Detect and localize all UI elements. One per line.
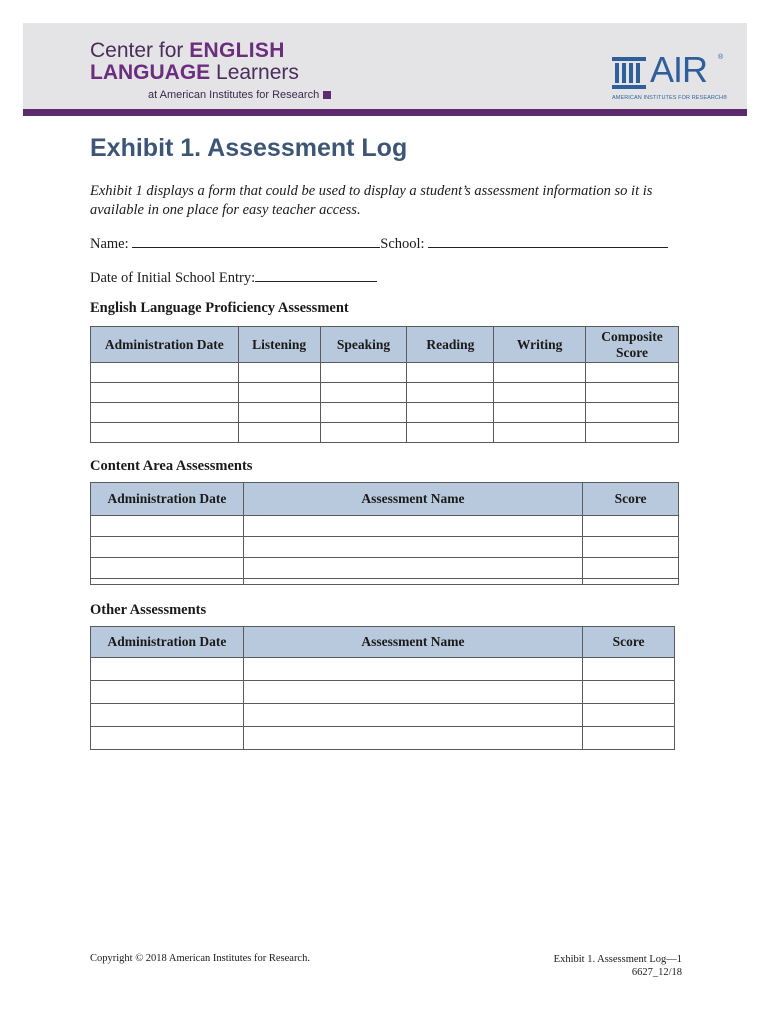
table-cell[interactable]	[586, 403, 679, 423]
school-field[interactable]	[428, 233, 668, 248]
elp-table	[90, 326, 679, 443]
ceell-logo	[90, 40, 331, 102]
name-field[interactable]	[132, 233, 380, 248]
logo-square-icon	[323, 91, 331, 99]
table-row	[91, 423, 679, 443]
other-col-admin-date: Administration Date	[91, 627, 244, 658]
table-cell[interactable]	[494, 363, 586, 383]
table-cell[interactable]	[407, 383, 494, 403]
table-cell[interactable]	[586, 363, 679, 383]
table-cell[interactable]	[91, 516, 244, 537]
table-row	[91, 516, 679, 537]
content-col-admin-date: Administration Date	[91, 483, 244, 516]
table-row	[91, 537, 679, 558]
table-cell[interactable]	[407, 403, 494, 423]
table-cell[interactable]	[91, 681, 244, 704]
content-area-header-row	[91, 483, 679, 516]
air-wordmark: AIR	[650, 49, 708, 90]
other-table	[90, 626, 675, 750]
elp-col-listening: Listening	[238, 327, 320, 363]
footer-page-info	[520, 953, 682, 979]
table-row	[91, 403, 679, 423]
table-cell[interactable]	[586, 383, 679, 403]
table-row	[91, 558, 679, 579]
logo-subtitle: at American Institutes for Research	[148, 89, 320, 101]
table-cell[interactable]	[91, 558, 244, 579]
school-label: School:	[380, 236, 425, 252]
other-header-row	[91, 627, 675, 658]
elp-col-speaking: Speaking	[320, 327, 407, 363]
table-cell[interactable]	[243, 516, 582, 537]
table-cell[interactable]	[583, 704, 675, 727]
elp-col-admin-date: Administration Date	[91, 327, 239, 363]
table-cell[interactable]	[583, 681, 675, 704]
air-logo	[612, 49, 732, 104]
logo-learners: Learners	[216, 61, 299, 84]
table-cell[interactable]	[583, 516, 679, 537]
table-cell[interactable]	[243, 658, 582, 681]
table-cell[interactable]	[238, 423, 320, 443]
table-cell[interactable]	[407, 363, 494, 383]
elp-header-row	[91, 327, 679, 363]
logo-center-for: Center for	[90, 39, 184, 62]
table-cell[interactable]	[91, 383, 239, 403]
elp-composite-line2: Score	[616, 344, 649, 360]
logo-english: ENGLISH	[189, 39, 285, 62]
table-cell[interactable]	[91, 423, 239, 443]
content-area-table	[90, 482, 679, 585]
table-cell[interactable]	[583, 658, 675, 681]
table-cell[interactable]	[494, 383, 586, 403]
other-col-assessment-name: Assessment Name	[243, 627, 582, 658]
table-cell[interactable]	[238, 383, 320, 403]
table-cell[interactable]	[407, 423, 494, 443]
table-cell[interactable]	[243, 558, 582, 579]
table-cell[interactable]	[238, 403, 320, 423]
content-col-assessment-name: Assessment Name	[243, 483, 582, 516]
table-cell[interactable]	[320, 403, 407, 423]
table-cell[interactable]	[91, 727, 244, 750]
footer-page-label: Exhibit 1. Assessment Log—1	[553, 954, 682, 965]
entry-date-row	[90, 267, 377, 287]
table-cell[interactable]	[320, 383, 407, 403]
elp-heading: English Language Proficiency Assessment	[90, 300, 349, 316]
header-stripe	[23, 109, 747, 116]
table-cell[interactable]	[494, 423, 586, 443]
table-cell[interactable]	[243, 681, 582, 704]
table-cell[interactable]	[91, 363, 239, 383]
table-cell[interactable]	[238, 363, 320, 383]
entry-date-label: Date of Initial School Entry:	[90, 270, 256, 286]
table-cell[interactable]	[91, 704, 244, 727]
table-cell[interactable]	[91, 658, 244, 681]
content-col-score: Score	[583, 483, 679, 516]
table-cell[interactable]	[243, 537, 582, 558]
table-row	[91, 704, 675, 727]
table-cell[interactable]	[583, 558, 679, 579]
footer-doc-code: 6627_12/18	[631, 967, 682, 978]
elp-col-composite	[586, 327, 679, 363]
table-cell[interactable]	[243, 704, 582, 727]
name-label: Name:	[90, 236, 129, 252]
name-school-row	[90, 233, 668, 253]
elp-col-writing: Writing	[494, 327, 586, 363]
elp-composite-line1: Composite	[601, 328, 663, 344]
other-col-score: Score	[583, 627, 675, 658]
air-subtitle: AMERICAN INSTITUTES FOR RESEARCH®	[612, 95, 728, 101]
page-title: Exhibit 1. Assessment Log	[90, 134, 408, 162]
table-cell[interactable]	[494, 403, 586, 423]
table-row	[91, 579, 679, 585]
elp-col-reading: Reading	[407, 327, 494, 363]
table-cell[interactable]	[586, 423, 679, 443]
entry-date-field[interactable]	[255, 267, 377, 282]
table-cell[interactable]	[91, 537, 244, 558]
table-cell[interactable]	[91, 579, 244, 585]
table-cell[interactable]	[243, 579, 582, 585]
footer-copyright: Copyright © 2018 American Institutes for Research.	[90, 953, 310, 964]
air-registered-mark: ®	[718, 54, 724, 61]
table-cell[interactable]	[583, 579, 679, 585]
logo-language: LANGUAGE	[90, 61, 211, 84]
table-cell[interactable]	[320, 423, 407, 443]
table-row	[91, 658, 675, 681]
table-cell[interactable]	[583, 727, 675, 750]
table-cell[interactable]	[583, 537, 679, 558]
table-row	[91, 727, 675, 750]
content-area-heading: Content Area Assessments	[90, 458, 253, 474]
table-cell[interactable]	[320, 363, 407, 383]
table-row	[91, 383, 679, 403]
table-cell[interactable]	[91, 403, 239, 423]
intro-text: Exhibit 1 displays a form that could be used to display a student’s assessment information so it is available in one place for easy teacher access.	[90, 183, 653, 218]
table-row	[91, 681, 675, 704]
table-row	[91, 363, 679, 383]
other-heading: Other Assessments	[90, 602, 207, 618]
air-column-icon	[612, 57, 646, 89]
table-cell[interactable]	[243, 727, 582, 750]
